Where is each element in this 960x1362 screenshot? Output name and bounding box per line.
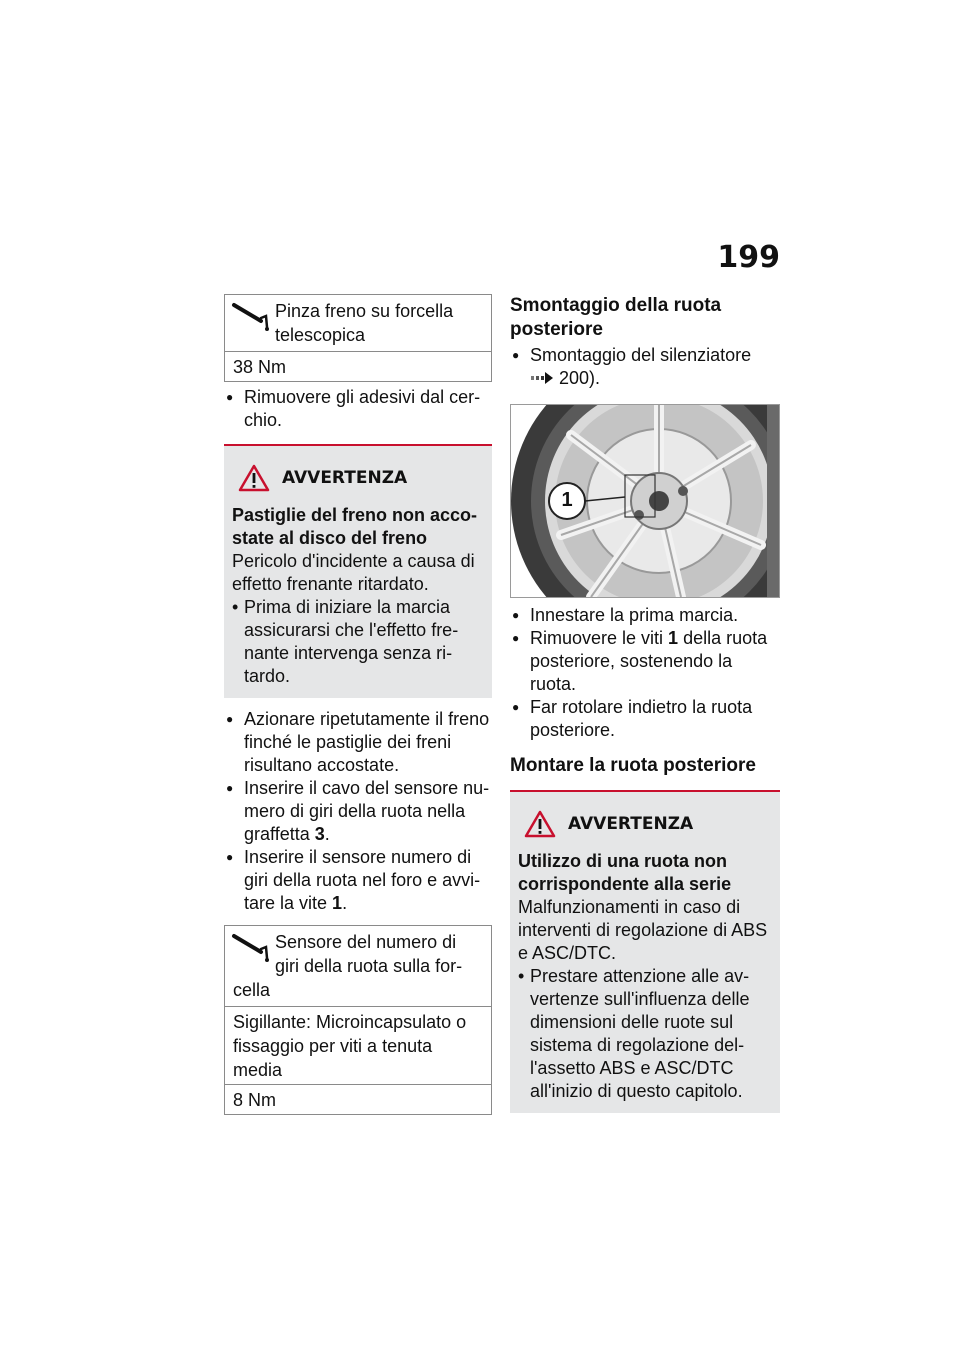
step-text: Far rotolare indietro la ruota posteriore. (530, 697, 753, 740)
step-item (510, 627, 780, 696)
warning-bullets (232, 596, 484, 688)
spec-title: Sensore del numero di giri della ruota sulla for- (275, 932, 463, 976)
spec-head (225, 926, 491, 1006)
warning-title (232, 464, 484, 492)
warning-bullet: • Prima di iniziare la marcia assicurarsi che l'effetto fre-nante intervenga senza ri-tardo. (232, 596, 484, 688)
step-list (510, 344, 780, 390)
right-column (510, 294, 780, 1123)
section-title: Smontaggio della ruota posteriore (510, 295, 722, 340)
step-ref: 1 (668, 628, 679, 648)
warning-body: Malfunzionamenti in caso di interventi di regolazione di ABS e ASC/DTC. (518, 897, 768, 963)
warning-bullets (518, 965, 772, 1103)
step-text: Azionare ripetutamente il freno finché le pastiglie dei freni risultano accostate. (244, 709, 490, 775)
warning-body: Pericolo d'incidente a causa di effetto frenante ritardato. (232, 551, 475, 594)
step-tail: della ruota posteriore, sostenendo la ruota. (530, 628, 768, 694)
figure-callout-label: 1 (561, 489, 573, 511)
warning-bullet: • Prestare attenzione alle av-vertenze sull'influenza delle dimensioni delle ruote sul sistema di regolazione del-l'assetto ABS e ASC/DTC all'inizio di questo capitolo. (518, 965, 772, 1103)
step-text: Inserire il cavo del sensore nu-mero di giri della ruota nella graffetta (244, 778, 490, 844)
torque-spec-brake-caliper (224, 294, 492, 382)
spec-title-end: cella (233, 980, 271, 1000)
section-title: Montare la ruota posteriore (510, 755, 756, 776)
step-text: Smontaggio del silenziatore (530, 345, 752, 365)
step-item (510, 604, 780, 627)
step-tail: . (324, 824, 330, 844)
step-text: Inserire il sensore numero di giri della ruota nel foro e avvi-tare la vite (244, 847, 481, 913)
step-list (224, 386, 492, 432)
warning-triangle-icon (524, 810, 556, 838)
torque-wrench-icon (231, 932, 271, 964)
step-list (224, 708, 492, 915)
left-column (224, 294, 492, 1119)
warning-title (518, 810, 772, 838)
step-text: Rimuovere le viti (530, 628, 669, 648)
step-text: Innestare la prima marcia. (530, 605, 739, 625)
spec-value: 8 Nm (225, 1084, 491, 1114)
warning-box (224, 444, 492, 698)
spec-value: 38 Nm (225, 351, 491, 381)
step-item (224, 777, 492, 846)
torque-wrench-icon (231, 301, 271, 333)
step-item (510, 696, 780, 742)
warning-heading: Pastiglie del freno non acco-state al disco del freno (232, 505, 478, 548)
warning-label: AVVERTENZA (568, 814, 694, 834)
page-number: 199 (717, 240, 780, 275)
rear-wheel-figure (510, 404, 780, 598)
step-item (224, 708, 492, 777)
torque-spec-wheel-sensor (224, 925, 492, 1115)
step-ref: 1 (332, 893, 343, 913)
warning-triangle-icon (238, 464, 270, 492)
spec-note: Sigillante: Microincapsulato o fissaggio per viti a tenuta media (225, 1006, 491, 1084)
page-reference-arrow-icon (530, 371, 554, 385)
page-reference[interactable]: 200). (559, 368, 601, 388)
warning-box (510, 790, 780, 1113)
rear-wheel-illustration (511, 405, 779, 597)
step-ref: 3 (314, 824, 325, 844)
step-item: ● Rimuovere gli adesivi dal cer-chio. (224, 386, 492, 432)
spec-head (225, 295, 491, 351)
spec-title: Pinza freno su forcella telescopica (275, 301, 454, 345)
step-tail: . (342, 893, 348, 913)
warning-heading: Utilizzo di una ruota non corrispondente alla serie (518, 851, 732, 894)
step-list (510, 604, 780, 742)
step-item (510, 344, 780, 390)
warning-label: AVVERTENZA (282, 468, 408, 488)
step-item (224, 846, 492, 915)
